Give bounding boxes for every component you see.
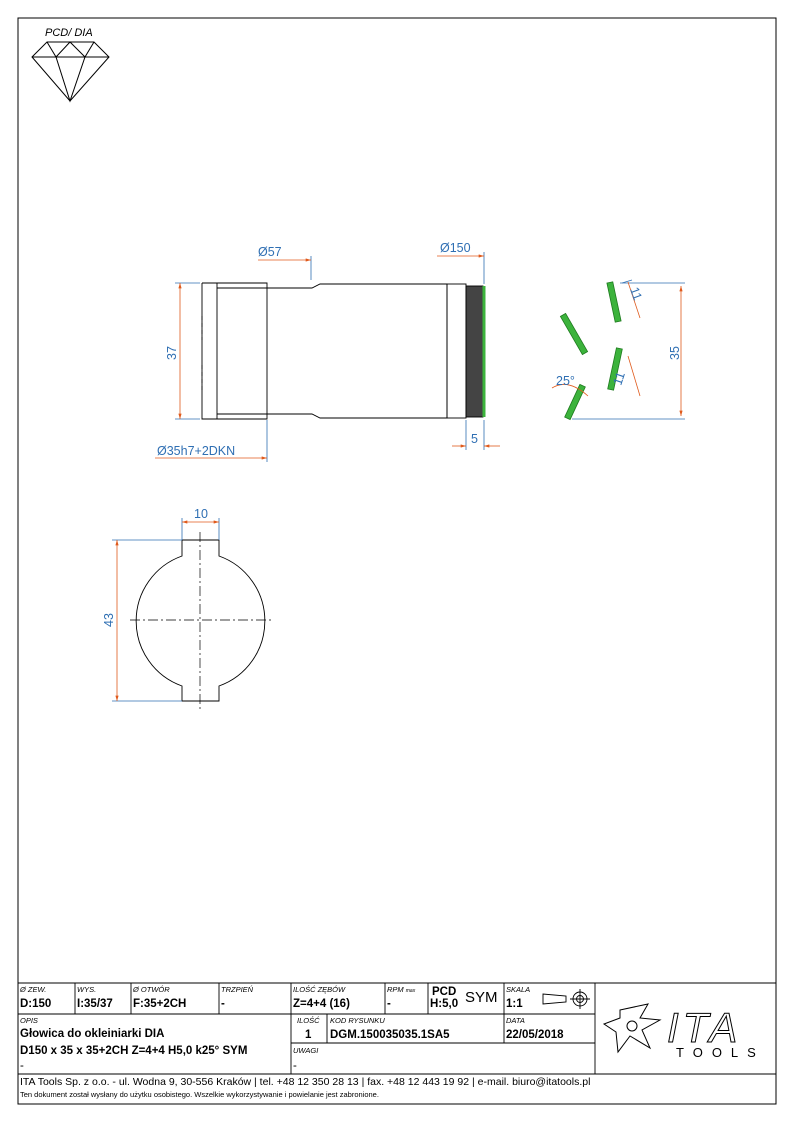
side-view [202,283,484,419]
dim-tooth-11-bottom: 11 [610,370,628,387]
footer-address: ITA Tools Sp. z o.o. - ul. Wodna 9, 30-556 Kraków | tel. +48 12 350 28 13 | fax. +48 12 443 19 92 | e-mail. biuro@itatools.pl [20,1076,591,1088]
sym-label: SYM [465,989,498,1006]
dim-d57: Ø57 [258,245,282,259]
height-value: I:35/37 [77,998,113,1010]
rpm-value: - [387,998,391,1010]
date-label: DATA [506,1016,525,1025]
dim-d150: Ø150 [440,241,471,255]
dim-dia-43: 43 [102,613,116,627]
drawing-code-label: KOD RYSUNKU [330,1016,385,1025]
rpm-label-sub: max [405,988,416,994]
dim-length-37: 37 [165,346,179,360]
description-line1: Głowica do okleiniarki DIA [20,1028,165,1040]
teeth-detail [560,282,622,420]
description-line2: D150 x 35 x 35+2CH Z=4+4 H5,0 k25° SYM [20,1045,248,1057]
dim-key-10: 10 [194,507,208,521]
dim-tooth-11-top: 11 [627,285,645,303]
bore-value: F:35+2CH [133,998,187,1010]
shank-label: TRZPIEŃ [221,985,254,994]
projection-symbol-icon [543,989,590,1009]
notes-value: - [293,1060,297,1072]
scale-value: 1:1 [506,998,523,1010]
quantity-value: 1 [305,1029,312,1041]
description-label: OPIS [20,1016,38,1025]
footer-disclaimer: Ten dokument został wysłany do użytku osobistego. Wszelkie wykorzystywanie i powielanie jest zabronione. [20,1090,379,1099]
pcd-bottom: H:5,0 [430,998,459,1010]
height-label: WYS. [77,985,97,994]
dim-height-35: 35 [668,346,682,360]
outer-dia-value: D:150 [20,998,52,1010]
logo-subtext: TOOLS [676,1045,765,1060]
dim-width-5: 5 [471,432,478,446]
teeth-label: ILOŚĆ ZĘBÓW [293,985,346,994]
date-value: 22/05/2018 [506,1029,564,1041]
front-dimensions [112,518,219,701]
dim-bore: Ø35h7+2DKN [157,444,236,458]
bore-label: Ø OTWÓR [133,985,170,994]
ita-tools-logo [604,1004,660,1052]
description-line3: - [20,1060,24,1072]
material-label: PCD/ DIA [45,27,93,39]
notes-label: UWAGI [293,1046,319,1055]
outer-dia-label: Ø ZEW. [20,985,47,994]
drawing-code-value: DGM.150035035.1SA5 [330,1029,450,1041]
quantity-label: ILOŚĆ [297,1016,320,1025]
rpm-label [387,986,415,995]
pcd-top: PCD [432,986,457,998]
scale-label: SKALA [506,985,531,994]
sheet-border [18,18,776,1104]
side-dimensions [155,252,500,462]
front-view [130,532,272,709]
dim-angle-25: 25° [556,374,575,388]
logo-text: ITA [667,1004,742,1051]
shank-value: - [221,998,225,1010]
teeth-value: Z=4+4 (16) [293,998,350,1010]
diamond-icon [32,42,109,101]
rpm-label-text: RPM [387,985,404,994]
